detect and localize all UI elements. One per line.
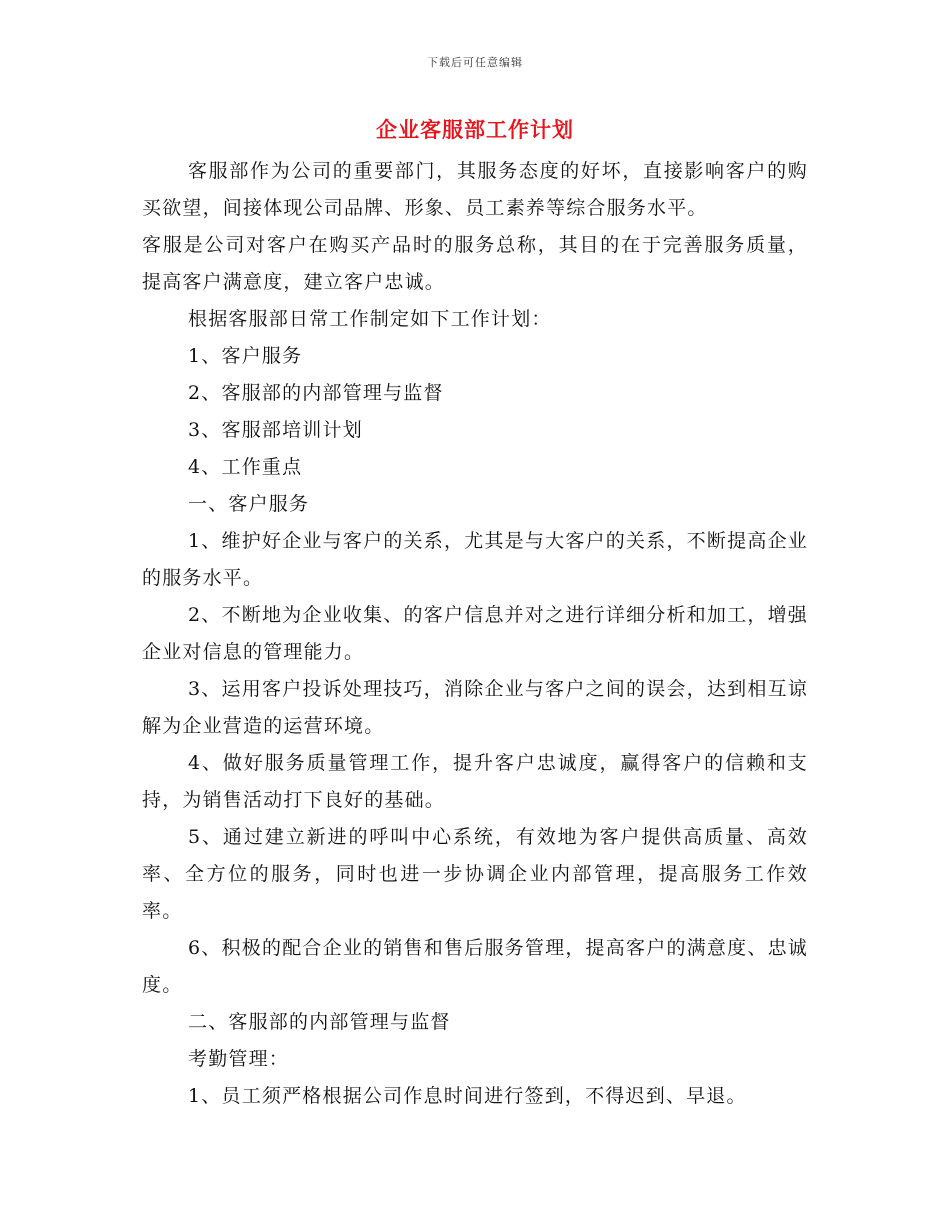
paragraph-intro: 客服部作为公司的重要部门，其服务态度的好坏，直接影响客户的购买欲望，间接体现公司品牌、形象、员工素养等综合服务水平。 [142, 160, 808, 219]
list-item-internal-management: 2、客服部的内部管理与监督 [188, 382, 444, 404]
paragraph-point-1: 1、维护好企业与客户的关系，尤其是与大客户的关系，不断提高企业的服务水平。 [142, 530, 808, 589]
paragraph-point-3: 3、运用客户投诉处理技巧，消除企业与客户之间的误会，达到相互谅解为企业营造的运营环境。 [142, 678, 808, 737]
paragraph-point-2: 2、不断地为企业收集、的客户信息并对之进行详细分析和加工，增强企业对信息的管理能力。 [142, 604, 808, 663]
section-heading-customer-service: 一、客户服务 [188, 493, 310, 515]
paragraph-intro-continued: 客服是公司对客户在购买产品时的服务总称，其目的在于完善服务质量，提高客户满意度，建立客户忠诚。 [142, 234, 808, 293]
section-heading-internal-management: 二、客服部的内部管理与监督 [188, 1011, 451, 1033]
document-body [142, 153, 808, 1115]
list-item-work-focus: 4、工作重点 [188, 456, 303, 478]
paragraph-point-5: 5、通过建立新进的呼叫中心系统，有效地为客户提供高质量、高效率、全方位的服务，同时也进一步协调企业内部管理，提高服务工作效率。 [142, 826, 808, 922]
list-item-customer-service: 1、客户服务 [188, 345, 303, 367]
paragraph-point-6: 6、积极的配合企业的销售和售后服务管理，提高客户的满意度、忠诚度。 [142, 937, 808, 996]
paragraph-point-4: 4、做好服务质量管理工作，提升客户忠诚度，赢得客户的信赖和支持，为销售活动打下良好的基础。 [142, 752, 808, 811]
subheading-attendance: 考勤管理： [188, 1048, 290, 1070]
paragraph-attendance-rule-1: 1、员工须严格根据公司作息时间进行签到，不得迟到、早退。 [188, 1085, 747, 1107]
document-title: 企业客服部工作计划 [376, 117, 574, 142]
list-item-training-plan: 3、客服部培训计划 [188, 419, 363, 441]
header-note: 下载后可任意编辑 [427, 56, 523, 69]
paragraph-plan-lead: 根据客服部日常工作制定如下工作计划： [188, 308, 552, 330]
